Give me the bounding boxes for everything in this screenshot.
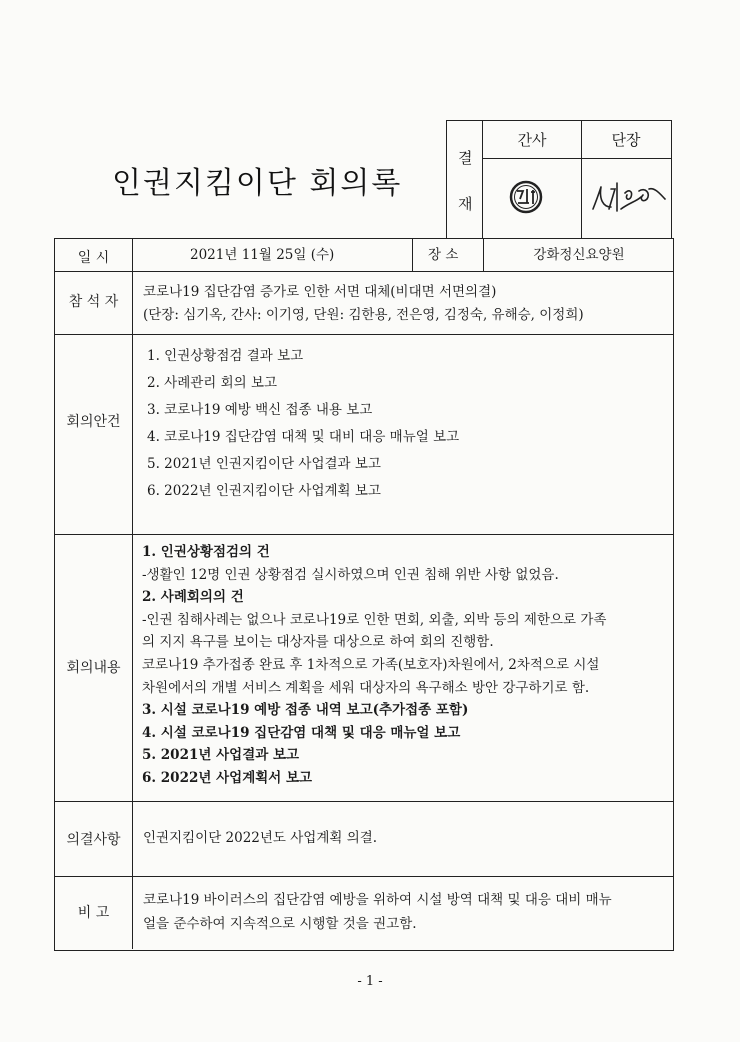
approval-col2-header: 단장	[581, 121, 671, 159]
content-line-11: 6. 2022년 사업계획서 보고	[142, 769, 313, 786]
minutes-table	[54, 238, 674, 951]
content-line-4: -인권 침해사례는 없으나 코로나19로 인한 면회, 외출, 외박 등의 제한으로 가족	[142, 611, 607, 628]
attendees-line2: (단장: 심기옥, 간사: 이기영, 단원: 김한용, 전은영, 김정숙, 유해승, 이정희)	[143, 307, 584, 323]
content-line-5: 의 지지 욕구를 보이는 대상자를 대상으로 하여 회의 진행함.	[142, 634, 494, 651]
agenda-item-2: 2. 사례관리 회의 보고	[147, 375, 278, 391]
content-list	[142, 541, 606, 790]
agenda-item-1: 1. 인권상황점검 결과 보고	[147, 348, 304, 364]
content-line-8: 3. 시설 코로나19 예방 접종 내역 보고(추가접종 포함)	[142, 702, 469, 719]
content-line-6: 코로나19 추가접종 완료 후 1차적으로 가족(보호자)차원에서, 2차적으로 시설	[142, 656, 600, 673]
approval-box	[446, 120, 672, 239]
label-column-divider	[132, 239, 133, 949]
date-label: 일 시	[77, 250, 110, 266]
content-line-2: -생활인 12명 인권 상황점검 실시하였으며 인권 침해 위반 사항 없었음.	[142, 566, 559, 583]
attendees-label: 참 석 자	[68, 294, 119, 310]
row-divider-3	[55, 534, 673, 535]
page-number: - 1 -	[357, 974, 383, 989]
agenda-item-3: 3. 코로나19 예방 백신 접종 내용 보고	[147, 402, 373, 418]
content-line-1: 1. 인권상황점검의 건	[142, 544, 270, 560]
row-divider-4	[55, 801, 673, 802]
place-value: 강화정신요양원	[533, 247, 625, 263]
agenda-item-5: 5. 2021년 인권지킴이단 사업결과 보고	[147, 456, 381, 472]
row-divider-5	[55, 876, 673, 877]
resolution-label: 의결사항	[66, 832, 121, 848]
date-place-divider	[412, 239, 413, 271]
seal-stamp	[483, 159, 581, 238]
approval-label-bottom: 재	[458, 195, 473, 213]
approval-seal-cell	[483, 159, 581, 238]
remarks-line2: 얼을 준수하여 지속적으로 시행할 것을 권고함.	[143, 916, 417, 932]
content-label: 회의내용	[66, 660, 121, 676]
approval-col1-header: 간사	[483, 121, 581, 159]
resolution-text: 인권지킴이단 2022년도 사업계획 의결.	[143, 830, 378, 846]
row-divider-2	[55, 334, 673, 335]
signature	[581, 159, 671, 238]
approval-label-top: 결	[458, 149, 473, 167]
content-line-9: 4. 시설 코로나19 집단감염 대책 및 대응 매뉴얼 보고	[142, 724, 461, 741]
attendees-line1: 코로나19 집단감염 증가로 인한 서면 대체(비대면 서면의결)	[143, 284, 497, 300]
approval-signature-cell	[581, 159, 671, 238]
agenda-item-4: 4. 코로나19 집단감염 대책 및 대비 대응 매뉴얼 보고	[147, 429, 460, 445]
place-label: 장 소	[428, 247, 459, 263]
document-title: 인권지킴이단 회의록	[112, 166, 403, 201]
content-line-3: 2. 사례회의의 건	[142, 589, 244, 606]
remarks-line1: 코로나19 바이러스의 집단감염 예방을 위하여 시설 방역 대책 및 대응 대비 매뉴	[143, 892, 612, 908]
remarks-label: 비 고	[77, 905, 110, 921]
agenda-label: 회의안건	[66, 414, 121, 430]
content-line-7: 차원에서의 개별 서비스 계획을 세워 대상자의 욕구해소 방안 강구하기로 함.	[142, 679, 590, 696]
approval-label	[447, 121, 483, 238]
place-label-divider	[483, 239, 484, 271]
content-line-10: 5. 2021년 사업결과 보고	[142, 747, 300, 764]
row-divider-1	[55, 271, 673, 272]
agenda-item-6: 6. 2022년 인권지킴이단 사업계획 보고	[147, 483, 381, 499]
date-value: 2021년 11월 25일 (수)	[190, 247, 335, 263]
agenda-list	[147, 343, 459, 505]
